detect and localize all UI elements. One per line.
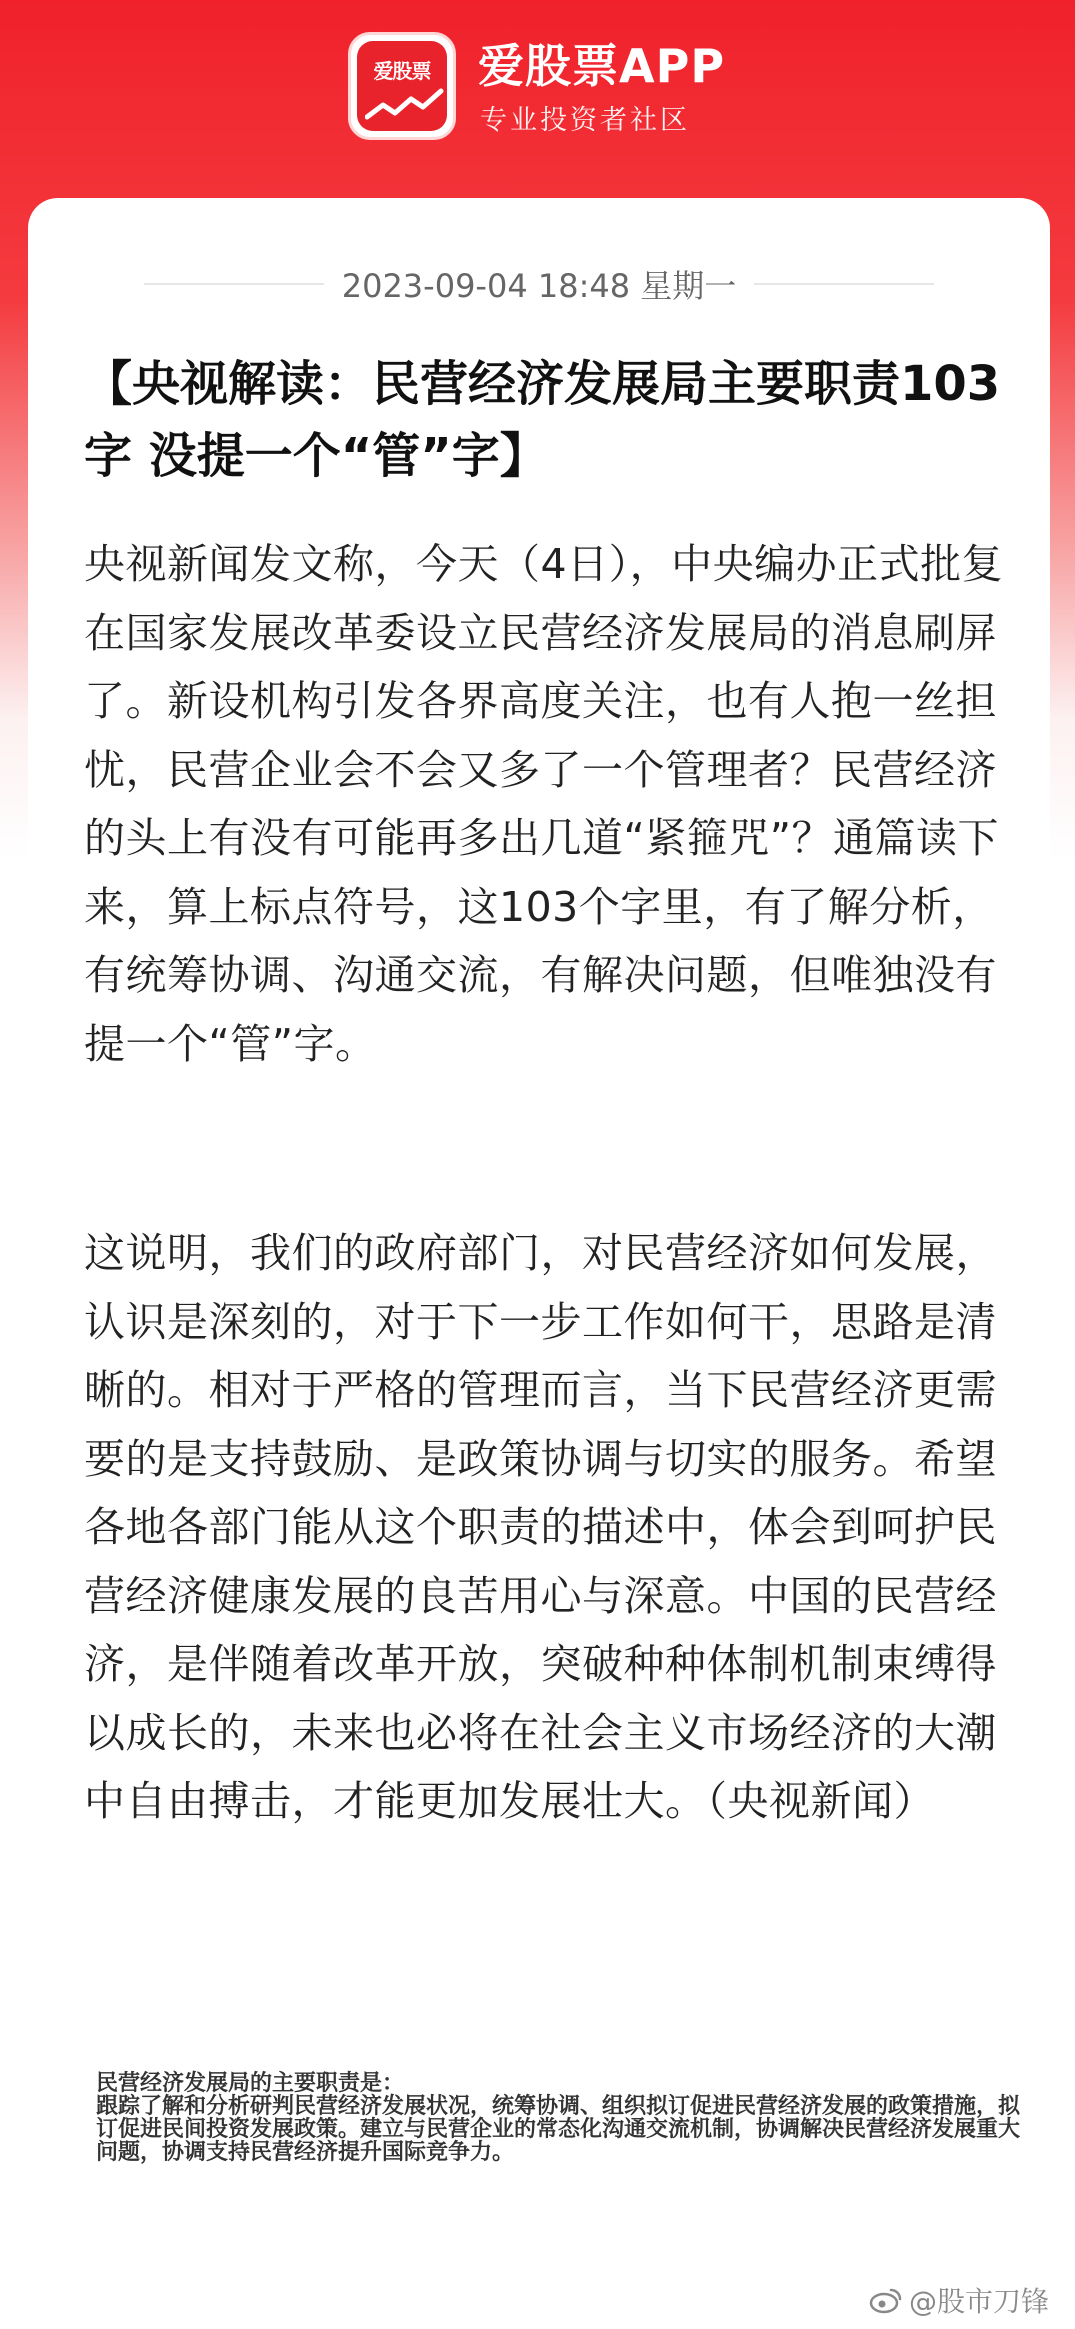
app-name: 爱股票APP <box>478 39 726 93</box>
article-title: 【央视解读：民营经济发展局主要职责103字 没提一个“管”字】 <box>84 356 1001 484</box>
watermark-text: @股市刀锋 <box>908 2285 1049 2318</box>
app-logo-badge <box>357 41 447 131</box>
app-logo-text: 爱股票 <box>373 59 431 83</box>
app-logo <box>348 32 456 140</box>
duties-note-body: 跟踪了解和分析研判民营经济发展状况，统筹协调、组织拟订促进民营经济发展的政策措施，拟订促进民间投资发展政策。建立与民营企业的常态化沟通交流机制，协调解决民营经济发展重大问题，协调支持民营经济提升国际竞争力。 <box>96 2094 1021 2165</box>
stock-chart-icon <box>365 85 445 125</box>
dateline-rule-left <box>144 283 324 285</box>
article-datetime: 2023-09-04 18:48 星期一 <box>341 267 737 305</box>
article-paragraph: 央视新闻发文称，今天（4日），中央编办正式批复在国家发展改革委设立民营经济发展局的消息刷屏了。新设机构引发各界高度关注，也有人抱一丝担忧，民营企业会不会又多了一个管理者？民营经济的头上有没有可能再多出几道“紧箍咒”？通篇读下来，算上标点符号，这103个字里，有了解分析，有统筹协调、沟通交流，有解决问题，但唯独没有提一个“管”字。 <box>84 540 1004 1068</box>
article-paragraph: 这说明，我们的政府部门，对民营经济如何发展，认识是深刻的，对于下一步工作如何干，思路是清晰的。相对于严格的管理而言，当下民营经济更需要的是支持鼓励、是政策协调与切实的服务。希望各地各部门能从这个职责的描述中，体会到呵护民营经济健康发展的良苦用心与深意。中国的民营经济，是伴随着改革开放，突破种种体制机制束缚得以成长的，未来也必将在社会主义市场经济的大潮中自由搏击，才能更加发展壮大。（央视新闻） <box>84 1229 997 1825</box>
duties-note <box>96 2072 1026 2164</box>
watermark <box>869 2280 1049 2320</box>
weibo-icon <box>869 2286 903 2314</box>
article-dateline <box>28 264 1050 304</box>
app-header <box>0 0 1075 200</box>
app-slogan: 专业投资者社区 <box>480 105 690 136</box>
dateline-rule-right <box>754 283 934 285</box>
duties-note-heading: 民营经济发展局的主要职责是： <box>96 2071 405 2096</box>
article-card <box>28 198 1050 2329</box>
